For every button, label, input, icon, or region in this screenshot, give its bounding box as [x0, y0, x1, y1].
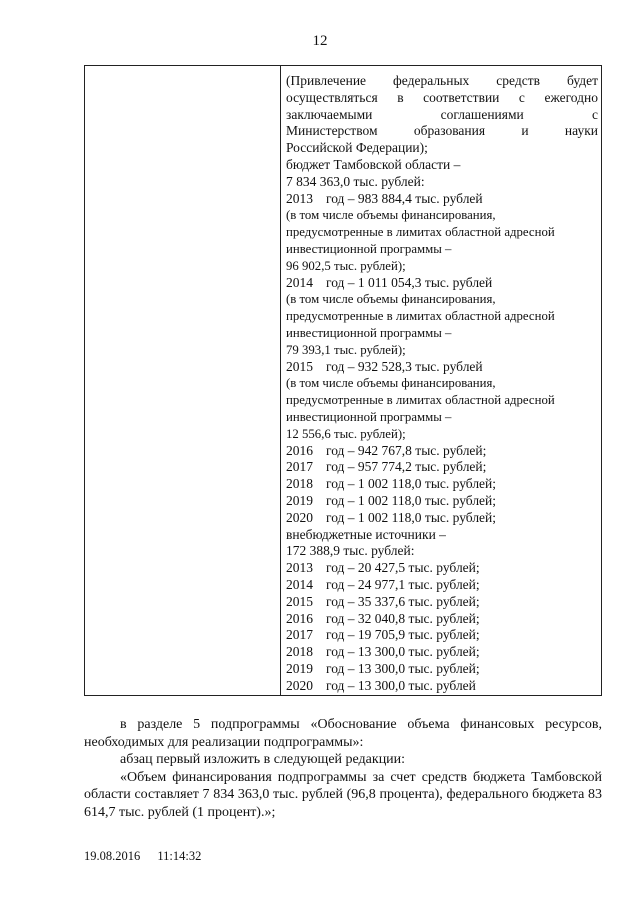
footer-timestamp [84, 849, 215, 864]
table-line [286, 258, 598, 275]
line-text: заключаемыми соглашениями с [286, 106, 598, 122]
table-line [286, 291, 598, 308]
line-text: год – 983 884,4 тыс. рублей [326, 190, 483, 206]
funding-table [84, 65, 602, 696]
year-label: 2014 [286, 274, 313, 290]
table-line [286, 325, 598, 342]
year-label: 2015 [286, 358, 313, 374]
line-text: год – 13 300,0 тыс. рублей; [326, 644, 480, 660]
table-line [286, 73, 598, 90]
line-text: предусмотренные в лимитах областной адресной [286, 393, 555, 408]
line-text: год – 957 774,2 тыс. рублей; [326, 459, 487, 475]
paragraph: в разделе 5 подпрограммы «Обоснование объема финансовых ресурсов, необходимых для реализации подпрограммы»: [84, 717, 602, 750]
line-text: год – 1 011 054,3 тыс. рублей [326, 274, 493, 290]
table-line [286, 426, 598, 443]
year-label: 2013 [286, 190, 313, 206]
paragraph: «Объем финансирования подпрограммы за счет средств бюджета Тамбовской области составляет 7 834 363,0 тыс. рублей (96,8 процента), федерального бюджета 83 614,7 тыс. рублей (1 процент).»; [84, 769, 602, 820]
line-text: внебюджетные источники – [286, 526, 446, 542]
table-line [286, 123, 598, 140]
amendment-text [84, 716, 602, 822]
year-label: 2016 [286, 610, 313, 626]
line-text: Российской Федерации); [286, 140, 428, 156]
line-text: год – 19 705,9 тыс. рублей; [326, 627, 480, 643]
table-line [286, 342, 598, 359]
footer-date: 19.08.2016 [84, 849, 141, 863]
line-text: 7 834 363,0 тыс. рублей: [286, 173, 425, 189]
table-line [286, 543, 598, 560]
line-text: (в том числе объемы финансирования, [286, 376, 496, 391]
year-label: 2017 [286, 459, 313, 475]
line-text: год – 35 337,6 тыс. рублей; [326, 593, 480, 609]
table-line [286, 140, 598, 157]
line-text: (Привлечение федеральных средств будет [286, 73, 598, 88]
line-text: год – 13 300,0 тыс. рублей; [326, 660, 480, 676]
table-line [286, 510, 598, 527]
line-text: год – 32 040,8 тыс. рублей; [326, 610, 480, 626]
table-line [286, 527, 598, 544]
line-text: (в том числе объемы финансирования, [286, 208, 496, 223]
line-text: 12 556,6 тыс. рублей); [286, 426, 406, 441]
footer-time: 11:14:32 [157, 849, 202, 863]
year-label: 2019 [286, 492, 313, 508]
table-line [286, 224, 598, 241]
table-line [286, 392, 598, 409]
line-text: год – 1 002 118,0 тыс. рублей; [326, 492, 497, 508]
line-text: год – 1 002 118,0 тыс. рублей; [326, 476, 497, 492]
table-line [286, 661, 598, 678]
table-line [286, 594, 598, 611]
line-text: 172 388,9 тыс. рублей: [286, 543, 415, 559]
table-line [286, 476, 598, 493]
table-column-divider [280, 66, 281, 695]
table-line [286, 493, 598, 510]
table-line [286, 375, 598, 392]
table-line [286, 627, 598, 644]
line-text: предусмотренные в лимитах областной адресной [286, 309, 555, 324]
table-line [286, 611, 598, 628]
line-text: год – 1 002 118,0 тыс. рублей; [326, 509, 497, 525]
line-text: инвестиционной программы – [286, 241, 452, 256]
table-line [286, 443, 598, 460]
table-line [286, 308, 598, 325]
line-text: год – 24 977,1 тыс. рублей; [326, 576, 480, 592]
table-line [286, 409, 598, 426]
year-label: 2016 [286, 442, 313, 458]
year-label: 2013 [286, 560, 313, 576]
table-line [286, 577, 598, 594]
line-text: бюджет Тамбовской области – [286, 156, 461, 172]
table-line [286, 241, 598, 258]
paragraph: абзац первый изложить в следующей редакции: [120, 752, 406, 768]
year-label: 2017 [286, 627, 313, 643]
table-line [286, 207, 598, 224]
table-line [286, 359, 598, 376]
year-label: 2015 [286, 593, 313, 609]
table-line [286, 157, 598, 174]
table-right-cell [286, 73, 598, 694]
line-text: инвестиционной программы – [286, 409, 452, 424]
table-line [286, 459, 598, 476]
page-number: 12 [312, 33, 328, 49]
table-line [286, 107, 598, 124]
table-line [286, 560, 598, 577]
line-text: год – 932 528,3 тыс. рублей [326, 358, 483, 374]
line-text: год – 20 427,5 тыс. рублей; [326, 560, 480, 576]
table-line [286, 191, 598, 208]
line-text: год – 942 767,8 тыс. рублей; [326, 442, 487, 458]
line-text: (в том числе объемы финансирования, [286, 292, 496, 307]
year-label: 2014 [286, 576, 313, 592]
line-text: 79 393,1 тыс. рублей); [286, 342, 406, 357]
line-text: Министерством образования и науки [286, 123, 598, 139]
table-line [286, 644, 598, 661]
year-label: 2018 [286, 476, 313, 492]
line-text: 96 902,5 тыс. рублей); [286, 258, 406, 273]
table-line [286, 275, 598, 292]
line-text: предусмотренные в лимитах областной адресной [286, 225, 555, 240]
line-text: год – 13 300,0 тыс. рублей [326, 677, 476, 693]
line-text: инвестиционной программы – [286, 325, 452, 340]
table-line [286, 678, 598, 695]
year-label: 2020 [286, 509, 313, 525]
table-line [286, 90, 598, 107]
year-label: 2020 [286, 677, 313, 693]
year-label: 2019 [286, 660, 313, 676]
line-text: осуществляться в соответствии с ежегодно [286, 89, 598, 105]
year-label: 2018 [286, 644, 313, 660]
table-line [286, 174, 598, 191]
